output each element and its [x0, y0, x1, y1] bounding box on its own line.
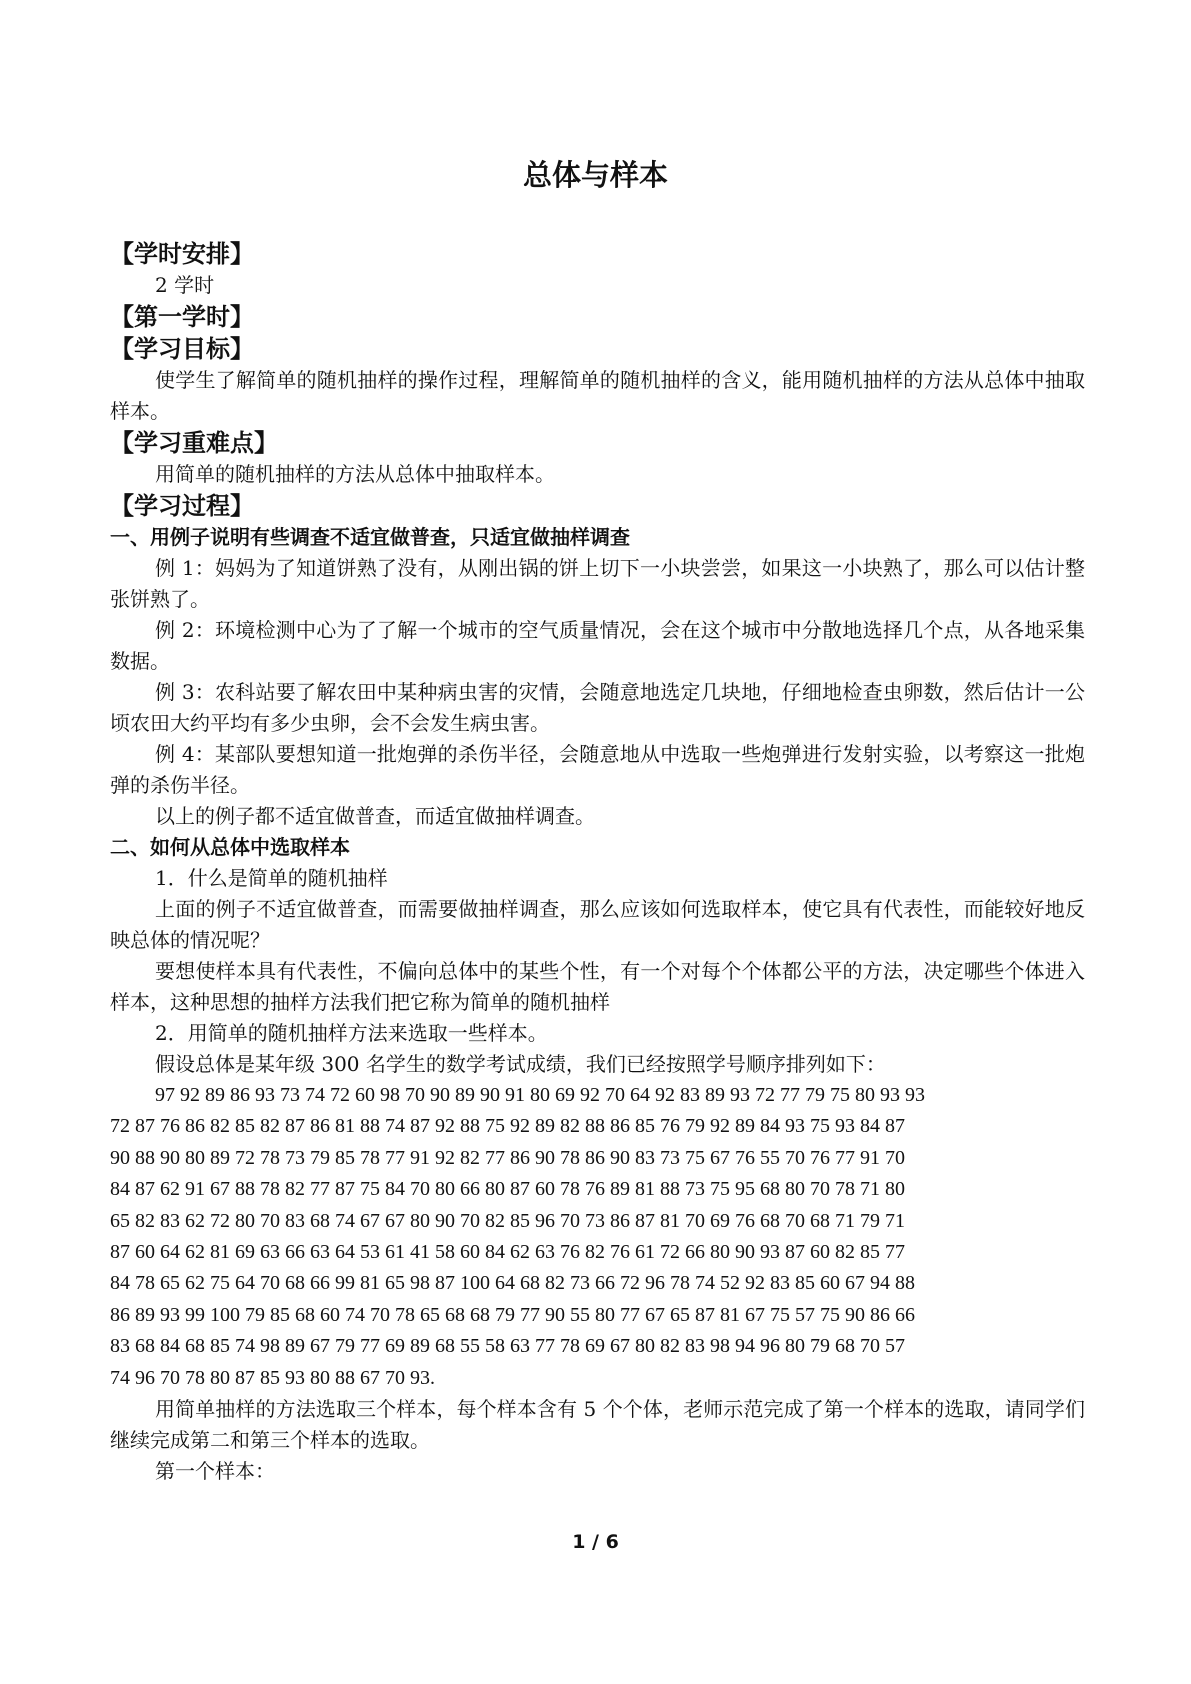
section-1-title: 一、用例子说明有些调查不适宜做普查，只适宜做抽样调查 [110, 525, 630, 549]
score-line: 90 88 90 80 89 72 78 73 79 85 78 77 91 92 82 77 86 90 78 86 90 83 73 75 67 76 55 70 76 77 91 70 [110, 1146, 905, 1169]
example-paragraph: 例 1：妈妈为了知道饼熟了没有，从刚出锅的饼上切下一小块尝尝，如果这一小块熟了，那么可以估计整张饼熟了。 [110, 556, 1085, 611]
paragraph: 上面的例子不适宜做普查，而需要做抽样调查，那么应该如何选取样本，使它具有代表性，而能较好地反映总体的情况呢？ [110, 897, 1085, 952]
example-paragraph: 例 3：农科站要了解农田中某种病虫害的灾情，会随意地选定几块地，仔细地检查虫卵数，然后估计一公顷农田大约平均有多少虫卵，会不会发生病虫害。 [110, 680, 1085, 735]
example-paragraph: 例 4：某部队要想知道一批炮弹的杀伤半径，会随意地从中选取一些炮弹进行发射实验，以考察这一批炮弹的杀伤半径。 [110, 742, 1085, 797]
section-2-title: 二、如何从总体中选取样本 [110, 835, 350, 859]
score-line: 65 82 83 62 72 80 70 83 68 74 67 67 80 90 70 82 85 96 70 73 86 87 81 70 69 76 68 70 68 71 79 71 [110, 1209, 905, 1232]
section-1-conclusion: 以上的例子都不适宜做普查，而适宜做抽样调查。 [155, 804, 595, 828]
page-title: 总体与样本 [522, 158, 668, 192]
key-points-paragraph: 用简单的随机抽样的方法从总体中抽取样本。 [155, 462, 555, 486]
heading-first-period: 【第一学时】 [110, 303, 254, 331]
score-line: 83 68 84 68 85 74 98 89 67 79 77 69 89 68 55 58 63 77 78 69 67 80 82 83 98 94 96 80 79 68 70 57 [110, 1335, 905, 1358]
score-line: 74 96 70 78 80 87 85 93 80 88 67 70 93. [110, 1366, 435, 1389]
goals-paragraph: 使学生了解简单的随机抽样的操作过程，理解简单的随机抽样的含义，能用随机抽样的方法从总体中抽取样本。 [110, 368, 1085, 423]
heading-key-points: 【学习重难点】 [110, 429, 278, 457]
subsection-1-title: 1．什么是简单的随机抽样 [155, 866, 388, 890]
score-line: 84 87 62 91 67 88 78 82 77 87 75 84 70 80 66 80 87 60 78 76 89 81 88 73 75 95 68 80 70 78 71 80 [110, 1178, 905, 1201]
score-line: 84 78 65 62 75 64 70 68 66 99 81 65 98 87 100 64 68 82 73 66 72 96 78 74 52 92 83 85 60 67 94 88 [110, 1272, 915, 1295]
first-sample-label: 第一个样本： [155, 1459, 275, 1484]
page-number: 1 / 6 [572, 1531, 619, 1553]
example-paragraph: 例 2：环境检测中心为了了解一个城市的空气质量情况，会在这个城市中分散地选择几个点，从各地采集数据。 [110, 618, 1085, 673]
schedule-value: 2 学时 [155, 273, 215, 297]
heading-schedule: 【学时安排】 [110, 240, 254, 268]
document-body [110, 238, 1085, 1487]
paragraph: 假设总体是某年级 300 名学生的数学考试成绩，我们已经按照学号顺序排列如下： [155, 1052, 886, 1076]
score-line: 72 87 76 86 82 85 82 87 86 81 88 74 87 92 88 75 92 89 82 88 86 85 76 79 92 89 84 93 75 93 84 87 [110, 1115, 905, 1138]
paragraph: 要想使样本具有代表性，不偏向总体中的某些个性，有一个对每个个体都公平的方法，决定哪些个体进入样本，这种思想的抽样方法我们把它称为简单的随机抽样 [110, 959, 1085, 1014]
score-line: 87 60 64 62 81 69 63 66 63 64 53 61 41 58 60 84 62 63 76 82 76 61 72 66 80 90 93 87 60 82 85 77 [110, 1241, 905, 1264]
paragraph: 用简单抽样的方法选取三个样本，每个样本含有 5 个个体，老师示范完成了第一个样本的选取，请同学们继续完成第二和第三个样本的选取。 [110, 1397, 1085, 1453]
score-line: 86 89 93 99 100 79 85 68 60 74 70 78 65 68 68 79 77 90 55 80 77 67 65 87 81 67 75 57 75 90 86 66 [110, 1303, 915, 1326]
heading-goals: 【学习目标】 [110, 335, 254, 363]
score-list [110, 1080, 1085, 1394]
subsection-2-title: 2．用简单的随机抽样方法来选取一些样本。 [155, 1021, 548, 1045]
heading-process: 【学习过程】 [110, 492, 254, 520]
score-line: 97 92 89 86 93 73 74 72 60 98 70 90 89 90 91 80 69 92 70 64 92 83 89 93 72 77 79 75 80 93 93 [155, 1084, 925, 1106]
